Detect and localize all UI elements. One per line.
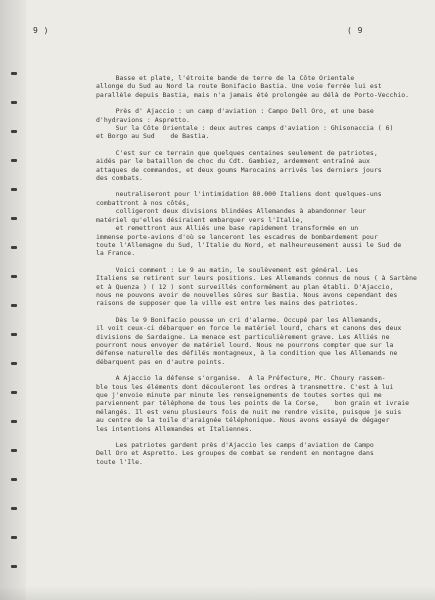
- text-line: des combats.: [96, 174, 143, 183]
- document-body: [96, 74, 417, 474]
- text-line: les intentions Allemandes et Italiennes.: [96, 424, 253, 433]
- binding-hole: [11, 478, 17, 481]
- text-line: Dell Oro et Aspretto. Les groupes de combat se rendent en montagne dans: [96, 449, 374, 458]
- paragraph: [96, 74, 410, 99]
- paragraph: [96, 315, 402, 366]
- text-line: au centre de la toile d'araignée téléphonique. Nous avons essayé de dégager: [96, 416, 390, 425]
- binding-hole: [11, 72, 17, 75]
- text-line: Sur la Côte Orientale : deux autres camps d'aviation : Ghisonaccia ( 6): [96, 124, 394, 133]
- text-line: que j'envoie minute par minute les renseignements de toutes sortes qui me: [96, 391, 382, 399]
- text-line: parviennent par téléphone de tous les points de la Corse, bon grain et ivraie: [96, 399, 410, 408]
- text-line: neutraliseront pour l'intimidation 80.000 Italiens dont quelques-uns: [96, 190, 382, 199]
- text-line: et remettront aux Alliés une base rapidement transformée en un: [96, 224, 359, 233]
- paragraph: [96, 149, 398, 183]
- binding-hole: [11, 565, 17, 568]
- text-line: aidés par le bataillon de choc du Cdt. Gambiez, ardemment entraîné aux: [96, 157, 370, 166]
- binding-hole: [11, 188, 17, 191]
- text-line: et à Quenza ) ( 12 ) sont surveillés conformément au plan établi. D'Ajaccio,: [96, 282, 394, 291]
- text-line: toute l'Ile.: [96, 457, 143, 466]
- text-line: débarquent pas en d'autre points.: [96, 357, 226, 366]
- text-line: Dès le 9 Bonifacio pousse un cri d'alarme. Occupé par les Allemands,: [96, 315, 382, 324]
- binding-hole: [11, 217, 17, 220]
- text-line: défense naturelle des défilés montagneux, à la condition que les Allemands ne: [96, 349, 398, 358]
- text-line: d'hydravions : Aspretto.: [96, 115, 190, 124]
- page-number-left: 9 ): [33, 26, 49, 35]
- page-number-right: ( 9: [347, 26, 363, 35]
- text-line: pourront nous envoyer de matériel lourd. Nous ne pourrons compter que sur la: [96, 340, 394, 349]
- page-shadow: [0, 586, 435, 600]
- binding-hole: [11, 391, 17, 394]
- binding-hole: [11, 536, 17, 539]
- binding-hole: [11, 304, 17, 307]
- text-line: Les patriotes gardent près d'Ajaccio les camps d'aviation de Campo: [96, 441, 374, 450]
- text-line: raisons de supposer que la ville est entre les mains des patriotes.: [96, 299, 359, 308]
- text-line: Voici comment : Le 9 au matin, le soulèvement est général. Les: [96, 265, 359, 274]
- paragraph: [96, 190, 402, 258]
- binding-strip: [0, 0, 26, 600]
- binding-hole: [11, 449, 17, 452]
- text-line: mélangés. Il est venu plusieurs fois de nuit me rendre visite, puisque je suis: [96, 407, 402, 416]
- binding-hole: [11, 101, 17, 104]
- binding-hole: [11, 362, 17, 365]
- text-line: colligeront deux divisions blindées Allemandes à abandonner leur: [96, 207, 367, 216]
- paragraph: [96, 265, 417, 308]
- text-line: divisions de Sardaigne. La menace est particulièrement grave. Les Alliés ne: [96, 332, 390, 341]
- text-line: il voit ceux-ci débarquer en force le matériel lourd, chars et canons des deux: [96, 324, 402, 333]
- paragraph: [96, 374, 410, 433]
- text-line: et Borgo au Sud de Bastia.: [96, 132, 210, 141]
- text-line: Italiens se retirent sur leurs positions. Les Allemands connus de nous ( à Sartène: [96, 274, 417, 283]
- text-line: Basse et plate, l'étroite bande de terre de la Côte Orientale: [96, 74, 355, 82]
- paragraph: [96, 107, 398, 141]
- text-line: allonge du Sud au Nord la route Bonifacio Bastia. Une voie ferrée lui est: [96, 82, 382, 91]
- binding-hole: [11, 246, 17, 249]
- text-line: matériel qu'elles désiraient embarquer vers l'Italie,: [96, 215, 304, 224]
- text-line: la France.: [96, 249, 136, 258]
- binding-hole: [11, 159, 17, 162]
- text-line: nous ne pouvons avoir de nouvelles sûres sur Bastia. Nous avons cependant des: [96, 290, 398, 299]
- text-line: ble tous les éléments dont découleront les ordres à transmettre. C'est à lui: [96, 382, 394, 391]
- text-line: C'est sur ce terrain que quelques centaines seulement de patriotes,: [96, 148, 378, 157]
- text-line: immense porte-avions d'où se lanceront les escadres de bombardement pour: [96, 232, 378, 241]
- binding-hole: [11, 275, 17, 278]
- text-line: toute l'Allemagne du Sud, l'Italie du Nord, et malheureusement aussi le Sud de: [96, 240, 402, 249]
- text-line: A Ajaccio la défense s'organise. A la Préfecture, Mr. Choury rassem-: [96, 374, 386, 383]
- binding-hole: [11, 333, 17, 336]
- text-line: combattront à nos côtés,: [96, 198, 190, 207]
- binding-hole: [11, 130, 17, 133]
- paragraph: [96, 441, 398, 466]
- text-line: Près d' Ajaccio : un camp d'aviation : Campo Dell Oro, et une base: [96, 107, 374, 116]
- text-line: attaques de commandos, et deux goums Marocains arrivés les derniers jours: [96, 165, 382, 174]
- binding-hole: [11, 420, 17, 423]
- text-line: parallèle depuis Bastia, mais n'a jamais été prolongée au délà de Porto-Vecchio.: [96, 90, 410, 99]
- binding-hole: [11, 507, 17, 510]
